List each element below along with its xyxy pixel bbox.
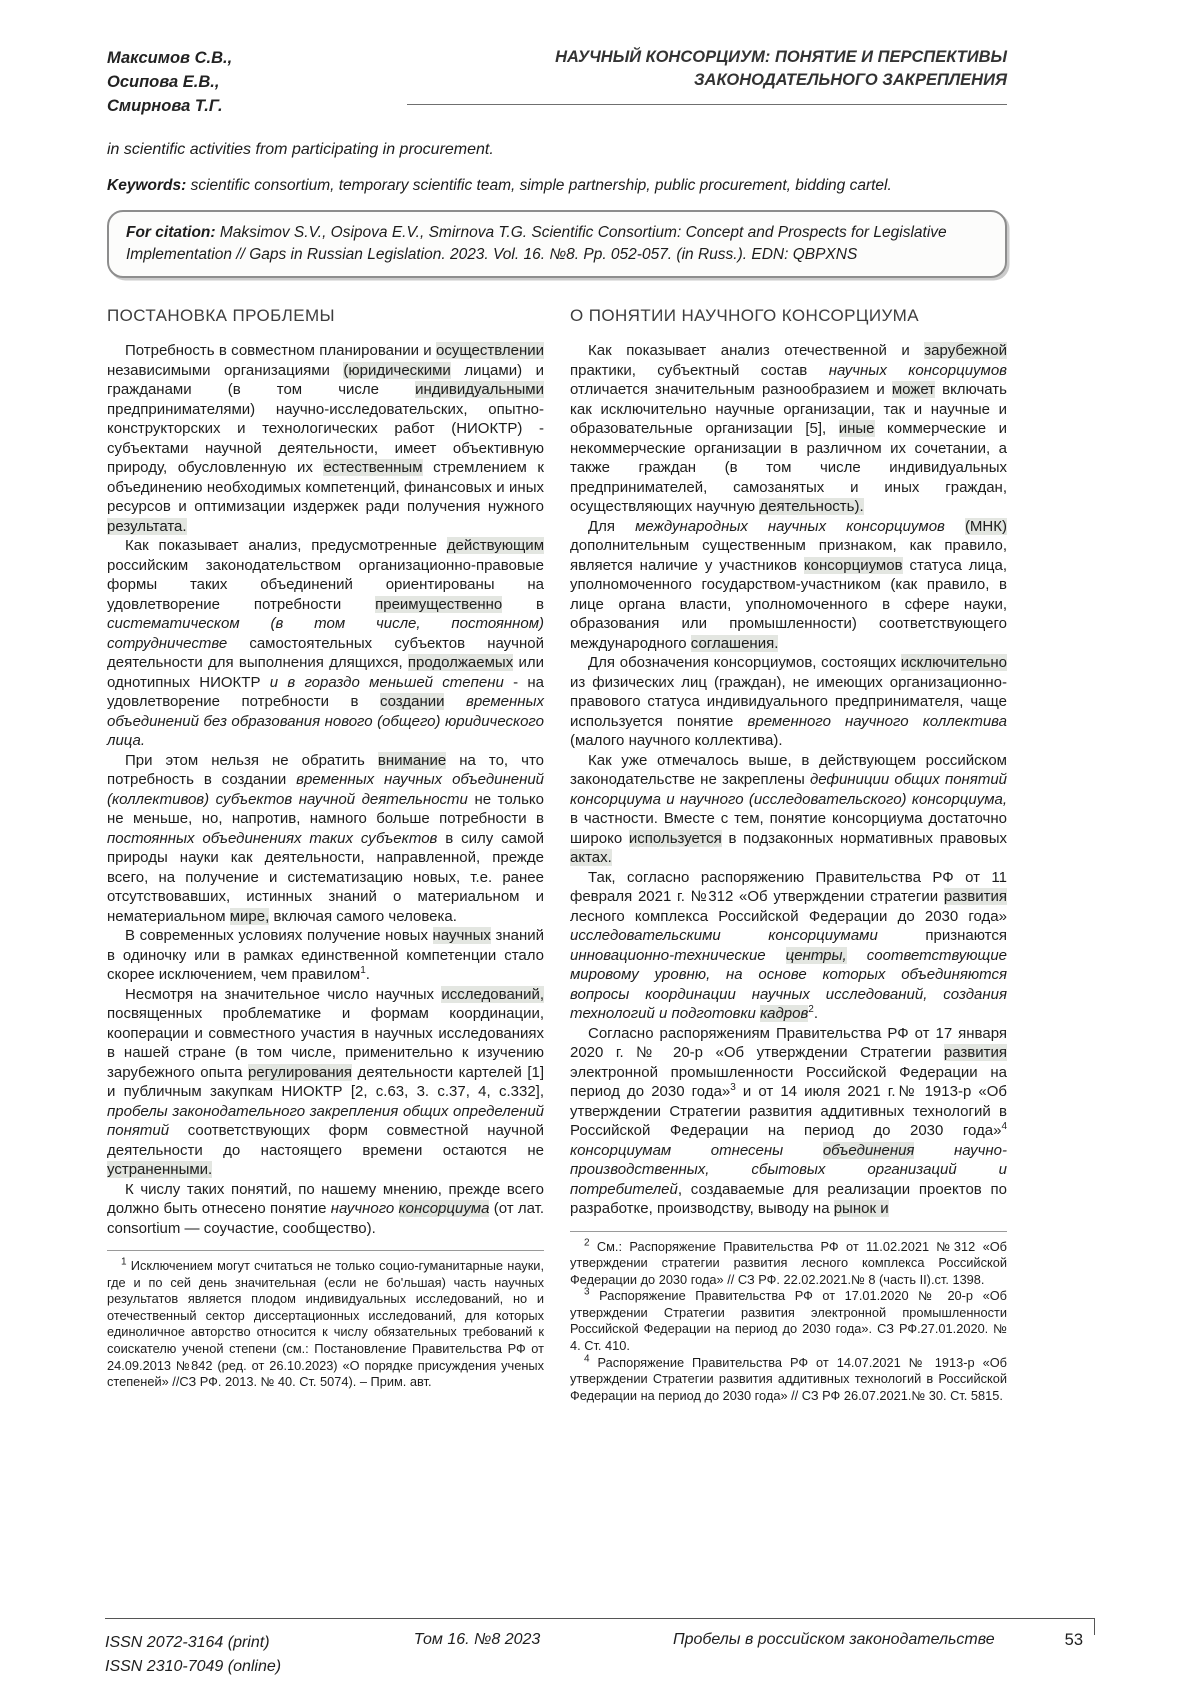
paragraph: К числу таких понятий, по нашему мнению, прежде всего должно быть отнесено понятие научного консорциума (от лат. consortium — соучастие, сообщество). xyxy=(107,1180,544,1237)
article-title xyxy=(407,46,1007,105)
footnote: $^4$ Распоряжение Правительства РФ от 14.07.2021 № 1913-р «Об утверждении Стратегии развития аддитивных технологий в Российской Федерации на период до 2030 года» // СЗ РФ 26.07.2021.№ 30. Ст. 5815. xyxy=(570,1353,1007,1403)
footnote: $^1$ Исключением могут считаться не только социо-гуманитарные науки, где и по сей день значительная (если не бо'льшая) часть научных результатов является плодом индивидуальных исследований, но и отечественный сектор диссертационных исследований, для которых единоличное авторство относится к числу обязательных требований к соискателю ученой степени (см.: Постановление Правительства РФ от 24.09.2013 №842 (ред. от 26.10.2023) «О порядке присуждения ученых степеней» //СЗ РФ. 2013. № 40. Ст. 5074). – Прим. авт. xyxy=(107,1256,544,1390)
two-column-body xyxy=(107,302,1007,1404)
paragraph: Потребность в совместном планировании и осуществлении независимыми организациями (юридическими лицами) и гражданами (в том числе индивидуальными предпринимателями) научно-исследовательских, опытно-конструкторских и технологических работ (НИОКТР) - субъектами научной деятельности, имеет объективную природу, обусловленную их естественным стремлением к объединению необходимых компетенций, финансовых и иных ресурсов и оптимизации издержек ради получения нужного результата. xyxy=(107,342,544,535)
citation-box xyxy=(107,210,1007,278)
paragraph: Для международных научных консорциумов (МНК) дополнительным существенным признаком, как правило, является наличие у участников консорциумов статуса лица, уполномоченного государством-участником (как правило, в лице органа власти, уполномоченного в сфере науки, образования или промышленности) соответствующего международного соглашения. xyxy=(570,517,1007,652)
paragraph: Как показывает анализ, предусмотренные действующим российским законодательством организационно-правовые формы таких объединений ориентированы на удовлетворение потребности преимущественно в систематическом (в том числе, постоянном) сотрудничестве самостоятельных субъектов научной деятельности для выполнения длящихся, продолжаемых или однотипных НИОКТР и в гораздо меньшей степени - на удовлетворение потребности в создании временных объединений без образования нового (общего) юридического лица. xyxy=(107,537,545,749)
section-heading-problem: ПОСТАНОВКА ПРОБЛЕМЫ xyxy=(107,306,335,325)
paragraph: Для обозначения консорциумов, состоящих исключительно из физических лиц (граждан), не имеющих организационно-правового статуса индивидуального предпринимателя, чаще используется понятие временного научного коллектива (малого научного коллектива). xyxy=(570,654,1008,749)
paragraph: Несмотря на значительное число научных исследований, посвященных проблематике и формам координации, кооперации и совместного участия в научных исследованиях в нашей стране (в том числе, применительно к изучению зарубежного опыта регулирования деятельности картелей [1] и публичным закупкам НИОКТР [2, с.63, 3. с.37, 4, с.332], пробелы законодательного закрепления общих определений понятий соответствующих форм совместной научной деятельности до настоящего времени остаются не устраненными. xyxy=(107,985,544,1178)
issn-block xyxy=(105,1631,281,1679)
left-column xyxy=(107,302,544,1404)
author-name: Смирнова Т.Г. xyxy=(107,97,223,115)
right-column xyxy=(570,302,1007,1404)
title-divider xyxy=(407,104,1007,105)
author-name: Максимов С.В., xyxy=(107,49,233,67)
article-title-line: ЗАКОНОДАТЕЛЬНОГО ЗАКРЕПЛЕНИЯ xyxy=(693,71,1007,89)
journal-name: Пробелы в российском законодательстве xyxy=(672,1631,995,1648)
paragraph: Так, согласно распоряжению Правительства РФ от 11 февраля 2021 г. №312 «Об утверждении стратегии развития лесного комплекса Российской Федерации до 2030 года» исследовательскими консорциумами признаются инновационно-технические центры, соответствующие мировому уровню, на основе которых объединяются вопросы координации научных исследований, создания технологий и подготовки кадров$^2$. xyxy=(570,868,1008,1022)
page-number: 53 xyxy=(1064,1631,1083,1649)
paragraph: Согласно распоряжениям Правительства РФ от 17 января 2020 г. № 20-р «Об утверждении Стратегии развития электронной промышленности Российской Федерации на период до 2030 года»$^3$ и от 14 июля 2021 г.№ 1913-р «Об утверждении Стратегии развития аддитивных технологий в Российской Федерации на период до 2030 года»$^4$ консорциумам отнесены объединения научно-производственных, сбытовых организаций и потребителей, создаваемые для реализации проектов по разработке, производству, выводу на рынок и xyxy=(570,1024,1007,1217)
citation-text: For citation: Maksimov S.V., Osipova E.V., Smirnova T.G. Scientific Consortium: Concept and Prospects for Legislative Implementation // Gaps in Russian Legislation. 2023. Vol. 16. №8. Pp. 052-057. (in Russ.). EDN: QBPXNS xyxy=(126,224,947,263)
volume-info: Том 16. №8 2023 xyxy=(413,1631,541,1648)
page-content xyxy=(107,46,1007,1404)
abstract-tail: in scientific activities from participating in procurement. xyxy=(107,141,494,158)
paragraph: При этом нельзя не обратить внимание на то, что потребность в создании временных научных объединений (коллективов) субъектов научной деятельности не только не меньше, но, напротив, намного больше потребности в постоянных объединениях таких субъектов в силу самой природы науки как деятельности, направленной, прежде всего, на получение и систематизацию новых, т.е. ранее отсутствовавших, истинных знаний о материальном и нематериальном мире, включая самого человека. xyxy=(107,751,545,925)
footnotes-left xyxy=(107,1250,544,1391)
issn-print: ISSN 2072-3164 (print) xyxy=(105,1634,270,1651)
footer-right xyxy=(673,1631,1095,1650)
footnotes-right xyxy=(570,1231,1007,1405)
keywords-line: Keywords: scientific consortium, temporary scientific team, simple partnership, public procurement, bidding cartel. xyxy=(107,177,892,194)
author-name: Осипова Е.В., xyxy=(107,73,220,91)
masthead xyxy=(107,46,1007,118)
paragraph: Как показывает анализ отечественной и зарубежной практики, субъектный состав научных консорциумов отличается значительным разнообразием и может включать как исключительно научные организации, так и научные и образовательные организации [5], иные коммерческие и некоммерческие организации в различном их сочетании, а также граждан (в том числе индивидуальных предпринимателей, самозанятых и иных граждан, осуществляющих научную деятельность). xyxy=(570,342,1007,515)
page-footer xyxy=(105,1618,1095,1679)
section-heading-concept: О ПОНЯТИИ НАУЧНОГО КОНСОРЦИУМА xyxy=(570,306,919,325)
footer-row xyxy=(105,1631,1095,1679)
paragraph: Как уже отмечалось выше, в действующем российском законодательстве не закреплены дефиниции общих понятий консорциума и научного (исследовательского) консорциума, в частности. Вместе с тем, понятие консорциума достаточно широко используется в подзаконных нормативных правовых актах. xyxy=(570,751,1008,866)
issn-online: ISSN 2310-7049 (online) xyxy=(105,1658,282,1675)
article-title-line: НАУЧНЫЙ КОНСОРЦИУМ: ПОНЯТИЕ И ПЕРСПЕКТИВЫ xyxy=(555,48,1007,66)
footnote: $^2$ См.: Распоряжение Правительства РФ от 11.02.2021 №312 «Об утверждении стратегии развития лесного комплекса Российской Федерации до 2030 года» // СЗ РФ. 22.02.2021.№ 8 (часть II).ст. 1398. xyxy=(570,1237,1007,1287)
footer-divider xyxy=(105,1618,1095,1619)
paragraph: В современных условиях получение новых научных знаний в одиночку или в рамках единственной компетенции стало скорее исключением, чем правилом$^1$. xyxy=(107,927,544,983)
authors-block xyxy=(107,46,232,118)
footnote: $^3$ Распоряжение Правительства РФ от 17.01.2020 № 20-р «Об утверждении Стратегии развития электронной промышленности Российской Федерации на период до 2030 года». СЗ РФ.27.01.2020. № 4. Ст. 410. xyxy=(570,1287,1007,1354)
